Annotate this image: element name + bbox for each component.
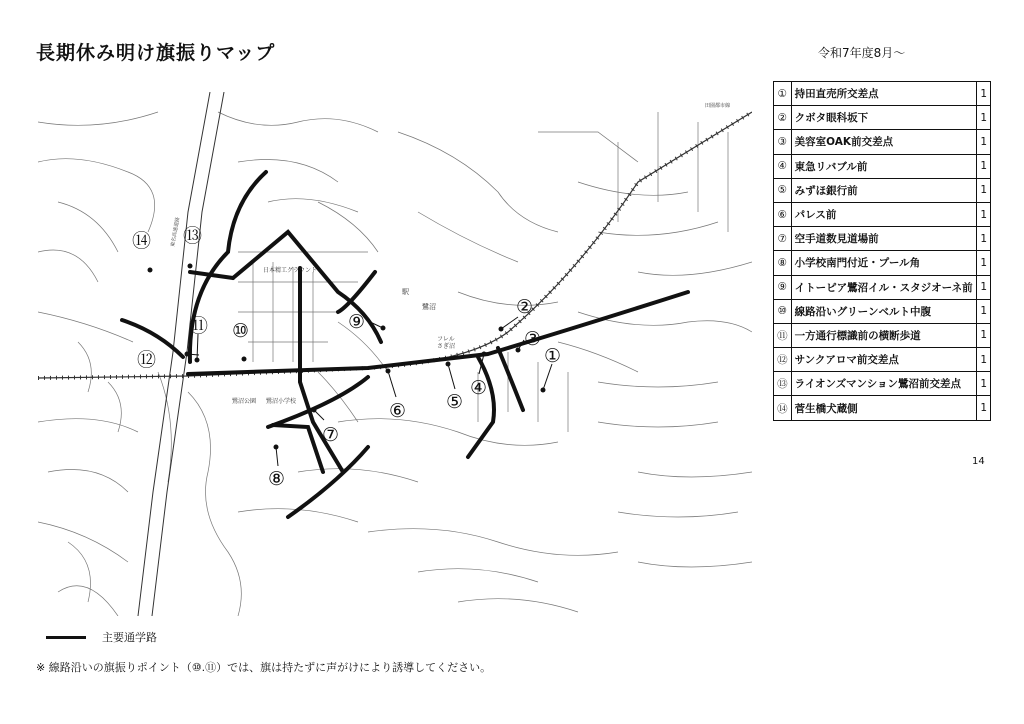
point-count-cell: 1 — [976, 396, 990, 420]
point-number-cell: ⑬ — [774, 372, 792, 396]
point-number-cell: ③ — [774, 130, 792, 154]
point-count-cell: 1 — [976, 227, 990, 251]
point-label-13: ⑬ — [183, 225, 203, 247]
table-row — [774, 130, 991, 154]
point-number-cell: ⑫ — [774, 348, 792, 372]
point-label-5: ⑤ — [446, 391, 464, 413]
table-row — [774, 396, 991, 420]
point-label-9: ⑨ — [348, 311, 366, 333]
point-count-cell: 1 — [976, 275, 990, 299]
point-number-cell: ⑩ — [774, 299, 792, 323]
map-label-school: 鷺沼小学校 — [266, 398, 297, 405]
page-title: 長期休み明け旗振りマップ — [36, 42, 276, 64]
point-name-cell: 美容室OAK前交差点 — [791, 130, 976, 154]
period-label: 令和7年度8月～ — [818, 46, 906, 60]
table-row — [774, 154, 991, 178]
point-count-cell: 1 — [976, 178, 990, 202]
map-label-rail: 田園都市線 — [705, 103, 731, 109]
table-row — [774, 106, 991, 130]
point-number-cell: ⑧ — [774, 251, 792, 275]
point-label-2: ② — [516, 296, 534, 318]
point-count-cell: 1 — [976, 130, 990, 154]
point-name-cell: ライオンズマンション鷺沼前交差点 — [791, 372, 976, 396]
point-count-cell: 1 — [976, 299, 990, 323]
table-row — [774, 251, 991, 275]
point-count-cell: 1 — [976, 82, 990, 106]
point-label-3: ③ — [524, 328, 542, 350]
point-name-cell: パレス前 — [791, 202, 976, 226]
table-row — [774, 372, 991, 396]
map-label-plaza2: さぎ沼 — [437, 343, 456, 350]
point-label-14: ⑭ — [132, 230, 152, 252]
total-count: 14 — [972, 456, 985, 467]
table-row — [774, 227, 991, 251]
point-number-cell: ⑭ — [774, 396, 792, 420]
point-name-cell: イトーピア鷺沼イル・スタジオーネ前 — [791, 275, 976, 299]
flag-points-table — [773, 81, 991, 421]
point-label-1: ① — [544, 345, 562, 367]
point-number-cell: ⑨ — [774, 275, 792, 299]
table-row — [774, 348, 991, 372]
point-number-cell: ① — [774, 82, 792, 106]
route-map — [38, 92, 752, 616]
point-label-12: ⑫ — [137, 349, 157, 371]
table-row — [774, 82, 991, 106]
map-label-highway: 東名高速道路 — [170, 216, 182, 248]
map-label-park: 鷺沼公園 — [232, 398, 257, 405]
point-label-8: ⑧ — [268, 468, 286, 490]
point-label-11: ⑪ — [189, 315, 209, 337]
table-row — [774, 299, 991, 323]
point-label-4: ④ — [470, 377, 488, 399]
legend-route-line — [46, 636, 86, 639]
map-label-plaza: フレル — [437, 336, 455, 343]
point-count-cell: 1 — [976, 372, 990, 396]
point-name-cell: クボタ眼科坂下 — [791, 106, 976, 130]
point-name-cell: 空手道数見道場前 — [791, 227, 976, 251]
point-number-cell: ④ — [774, 154, 792, 178]
point-label-10: ⑩ — [232, 320, 250, 342]
table-row — [774, 178, 991, 202]
point-number-cell: ⑤ — [774, 178, 792, 202]
point-name-cell: 菅生橋犬蔵側 — [791, 396, 976, 420]
point-name-cell: 小学校南門付近・プール角 — [791, 251, 976, 275]
table-row — [774, 275, 991, 299]
point-count-cell: 1 — [976, 106, 990, 130]
point-count-cell: 1 — [976, 323, 990, 347]
point-name-cell: みずほ銀行前 — [791, 178, 976, 202]
legend-route-label: 主要通学路 — [102, 631, 157, 644]
point-label-6: ⑥ — [389, 400, 407, 422]
point-count-cell: 1 — [976, 202, 990, 226]
point-number-cell: ② — [774, 106, 792, 130]
point-count-cell: 1 — [976, 154, 990, 178]
footer-note: ※ 線路沿いの旗振りポイント（⑩.⑪）では、旗は持たずに声がけにより誘導してください。 — [36, 661, 492, 674]
map-label-station: 鷺沼 — [422, 303, 436, 311]
point-name-cell: 線路沿いグリーンベルト中腹 — [791, 299, 976, 323]
point-name-cell: 持田直売所交差点 — [791, 82, 976, 106]
point-name-cell: 東急リバブル前 — [791, 154, 976, 178]
point-name-cell: 一方通行標識前の横断歩道 — [791, 323, 976, 347]
point-name-cell: サンクアロマ前交差点 — [791, 348, 976, 372]
point-label-7: ⑦ — [322, 424, 340, 446]
point-number-cell: ⑥ — [774, 202, 792, 226]
point-number-cell: ⑦ — [774, 227, 792, 251]
table-row — [774, 202, 991, 226]
map-label-station-mark: 駅 — [402, 288, 409, 296]
point-count-cell: 1 — [976, 251, 990, 275]
point-count-cell: 1 — [976, 348, 990, 372]
point-number-cell: ⑪ — [774, 323, 792, 347]
map-label-ground: 日本精工グラウンド — [263, 267, 318, 274]
table-row — [774, 323, 991, 347]
